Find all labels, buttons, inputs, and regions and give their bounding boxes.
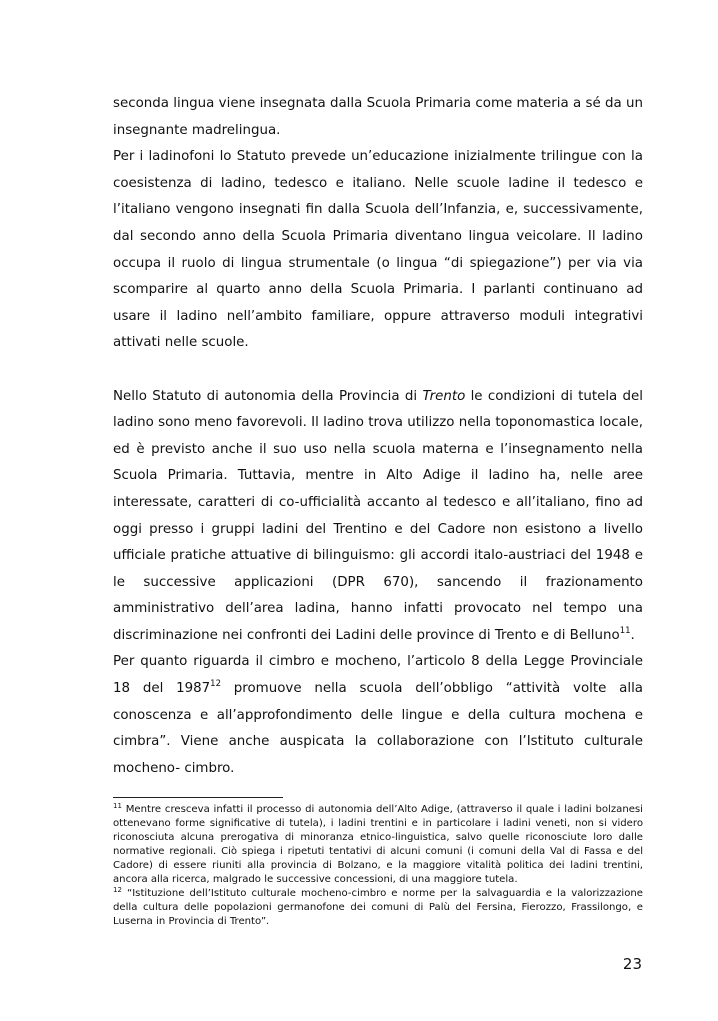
paragraph-trento	[113, 384, 643, 650]
page-number: 23	[622, 955, 642, 973]
footnote-mark-12: 12	[113, 886, 122, 894]
footnote-11-text: Mentre cresceva infatti il processo di autonomia dell’Alto Adige, (attraverso il quale i ladini bolzanesi ottenevano forme significative di tutela), i ladini trentini e in particolare i ladini veneti, non si videro riconosciuta alcuna prerogativa di minoranza etnico-linguistica, salvo quelle riconosciute loro dalle normative regionali. Ciò spiega i ripetuti tentativi di alcuni comuni (i comuni della Val di Fassa e del Cadore) di essere riuniti alla provincia di Bolzano, e la maggiore vitalità politica dei ladini trentini, ancora alla ricerca, malgrado le successive concessioni, di una maggiore tutela.	[113, 804, 643, 885]
paragraph-trento-text: Nello Statuto di autonomia della Provincia di	[113, 388, 423, 404]
footnote-separator	[113, 797, 283, 798]
paragraph-continuation: seconda lingua viene insegnata dalla Scuola Primaria come materia a sé da un insegnante madrelingua.	[113, 96, 643, 138]
footnote-12	[113, 887, 643, 929]
paragraph-ladinofoni: Per i ladinofoni lo Statuto prevede un’educazione inizialmente trilingue con la coesistenza di ladino, tedesco e italiano. Nelle scuole ladine il tedesco e l’italiano vengono insegnati fin dalla Scuola dell’Infanzia, e, successivamente, dal secondo anno della Scuola Primaria diventano lingua veicolare. Il ladino occupa il ruolo di lingua strumentale (o lingua “di spiegazione”) per via via scomparire al quarto anno della Scuola Primaria. I parlanti continuano ad usare il ladino nell’ambito familiare, oppure attraverso moduli integrativi attivati nelle scuole.	[113, 149, 643, 351]
footnote-ref-11[interactable]: 11	[619, 625, 631, 636]
paragraph-cimbro-mocheno	[113, 649, 643, 782]
paragraph-cimbro-text: Per quanto riguarda il cimbro e mocheno, l’articolo 8 della Legge Provinciale 18 del 1987	[113, 654, 643, 697]
footnote-mark-11: 11	[113, 802, 122, 810]
paragraph-trento-end: .	[630, 627, 635, 643]
footnotes	[113, 803, 643, 929]
trento-emphasis: Trento	[422, 388, 466, 404]
footnote-11	[113, 803, 643, 887]
paragraph-cimbro-text-cont: promuove nella scuola dell’obbligo “attività volte alla conoscenza e all’approfondimento delle lingue e della cultura mochena e cimbra”. Viene anche auspicata la collaborazione con l’Istituto culturale mocheno- cimbro.	[113, 681, 643, 776]
footnote-12-text: “Istituzione dell’Istituto culturale mocheno-cimbro e norme per la salvaguardia e la valorizzazione della cultura delle popolazioni germanofone dei comuni di Palù del Fersina, Fierozzo, Frassilongo, e Luserna in Provincia di Trento”.	[113, 888, 643, 927]
paragraph-trento-text-cont: le condizioni di tutela del ladino sono meno favorevoli. Il ladino trova utilizzo nella toponomastica locale, ed è previsto anche il suo uso nella scuola materna e l’insegnamento nella Scuola Primaria. Tuttavia, mentre in Alto Adige il ladino ha, nelle aree interessate, caratteri di co-ufficialità accanto al tedesco e all’italiano, fino ad oggi presso i gruppi ladini del Trentino e del Cadore non esistono a livello ufficiale pratiche attuative di bilinguismo: gli accordi italo-austriaci del 1948 e le successive applicazioni (DPR 670), sancendo il frazionamento amministrativo dell’area ladina, hanno infatti provocato nel tempo una discriminazione nei confronti dei Ladini delle province di Trento e di Belluno	[113, 388, 644, 643]
footnote-ref-12[interactable]: 12	[210, 679, 221, 690]
body-text	[113, 91, 643, 782]
